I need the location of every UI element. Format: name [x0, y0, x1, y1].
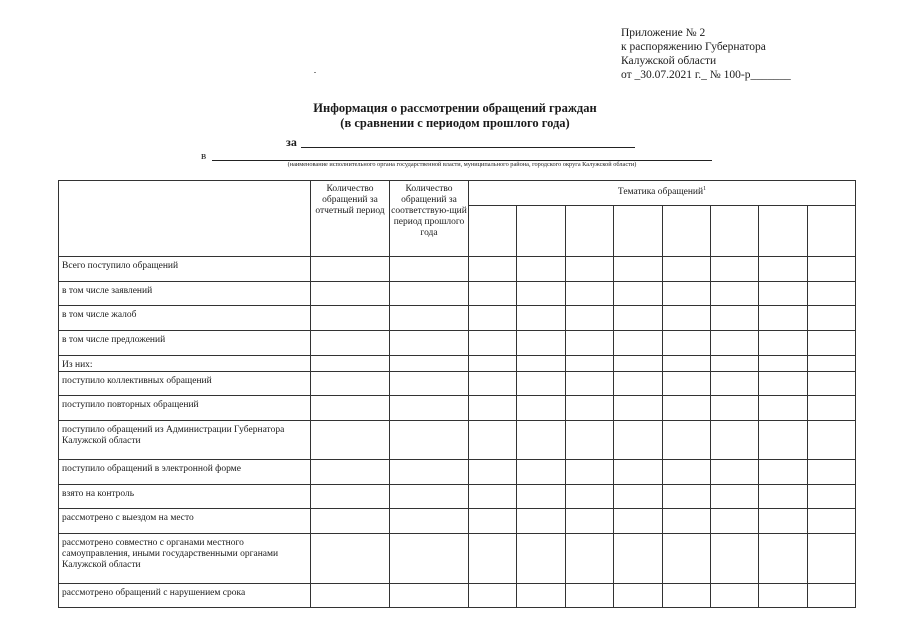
data-cell: [759, 306, 808, 331]
data-cell: [390, 356, 469, 372]
topic-cell: [711, 206, 759, 257]
data-cell: [390, 509, 469, 534]
data-cell: [711, 356, 759, 372]
data-cell: [311, 460, 390, 485]
table-row: [59, 485, 856, 509]
row-label: поступило обращений из Администрации Губернатора Калужской области: [59, 421, 311, 460]
row-label: поступило повторных обращений: [59, 396, 311, 421]
data-cell: [759, 282, 808, 306]
document-title: Информация о рассмотрении обращений граждан: [313, 101, 597, 115]
period-blank-line: [301, 147, 635, 148]
data-cell: [517, 534, 566, 584]
data-cell: [390, 534, 469, 584]
data-cell: [469, 396, 517, 421]
data-cell: [390, 396, 469, 421]
table-row: [59, 356, 856, 372]
data-cell: [469, 509, 517, 534]
data-cell: [614, 534, 663, 584]
data-cell: [390, 421, 469, 460]
data-cell: [566, 356, 614, 372]
data-cell: [711, 372, 759, 396]
data-cell: [663, 282, 711, 306]
data-cell: [614, 421, 663, 460]
data-cell: [517, 331, 566, 356]
data-cell: [311, 331, 390, 356]
table-row: [59, 396, 856, 421]
table-row: [59, 584, 856, 608]
table-row: [59, 372, 856, 396]
data-cell: [614, 485, 663, 509]
row-label: Всего поступило обращений: [59, 257, 311, 282]
appendix-region: Калужской области: [621, 55, 717, 67]
data-cell: [390, 460, 469, 485]
topic-cell: [469, 206, 517, 257]
data-cell: [759, 421, 808, 460]
data-cell: [808, 372, 856, 396]
table-row: [59, 306, 856, 331]
data-cell: [469, 421, 517, 460]
data-cell: [614, 282, 663, 306]
data-cell: [566, 372, 614, 396]
data-cell: [808, 356, 856, 372]
header-count-current: Количество обращений за отчетный период: [311, 181, 390, 257]
data-cell: [390, 282, 469, 306]
data-cell: [517, 257, 566, 282]
data-cell: [469, 460, 517, 485]
header-empty-cell: [59, 181, 311, 257]
data-cell: [311, 282, 390, 306]
data-cell: [311, 356, 390, 372]
topic-cell: [517, 206, 566, 257]
data-cell: [663, 356, 711, 372]
data-cell: [517, 485, 566, 509]
row-label: поступило коллективных обращений: [59, 372, 311, 396]
data-cell: [759, 396, 808, 421]
data-cell: [566, 396, 614, 421]
data-cell: [711, 306, 759, 331]
data-cell: [469, 306, 517, 331]
data-cell: [469, 584, 517, 608]
data-cell: [759, 257, 808, 282]
data-cell: [808, 331, 856, 356]
report-table: [58, 180, 856, 608]
data-cell: [711, 485, 759, 509]
data-cell: [663, 396, 711, 421]
data-cell: [663, 534, 711, 584]
data-cell: [566, 534, 614, 584]
data-cell: [711, 282, 759, 306]
table-body: [59, 257, 856, 608]
data-cell: [808, 485, 856, 509]
table-row: [59, 534, 856, 584]
topic-cell: [808, 206, 856, 257]
topic-cell: [759, 206, 808, 257]
data-cell: [517, 356, 566, 372]
data-cell: [663, 421, 711, 460]
data-cell: [808, 421, 856, 460]
data-cell: [566, 306, 614, 331]
data-cell: [711, 257, 759, 282]
data-cell: [614, 356, 663, 372]
data-cell: [566, 584, 614, 608]
table-row: [59, 331, 856, 356]
appendix-order-ref: к распоряжению Губернатора: [621, 41, 766, 53]
data-cell: [517, 460, 566, 485]
data-cell: [614, 331, 663, 356]
data-cell: [663, 257, 711, 282]
data-cell: [711, 460, 759, 485]
data-cell: [390, 584, 469, 608]
data-cell: [614, 509, 663, 534]
data-cell: [311, 584, 390, 608]
data-cell: [517, 282, 566, 306]
data-cell: [517, 584, 566, 608]
row-label: Из них:: [59, 356, 311, 372]
header-count-previous: Количество обращений за соответствую-щий период прошлого года: [390, 181, 469, 257]
data-cell: [663, 509, 711, 534]
data-cell: [808, 282, 856, 306]
row-label: в том числе заявлений: [59, 282, 311, 306]
data-cell: [711, 534, 759, 584]
data-cell: [759, 485, 808, 509]
data-cell: [517, 372, 566, 396]
data-cell: [469, 485, 517, 509]
topic-cell: [566, 206, 614, 257]
data-cell: [311, 534, 390, 584]
data-cell: [311, 257, 390, 282]
appendix-date-number: от _30.07.2021 г._ № 100-р_______: [621, 69, 791, 81]
data-cell: [517, 306, 566, 331]
data-cell: [566, 331, 614, 356]
data-cell: [663, 331, 711, 356]
data-cell: [663, 584, 711, 608]
data-cell: [711, 421, 759, 460]
data-cell: [759, 584, 808, 608]
row-label: рассмотрено совместно с органами местного самоуправления, иными государственными органами Калужской области: [59, 534, 311, 584]
data-cell: [517, 421, 566, 460]
data-cell: [808, 509, 856, 534]
topic-cell: [614, 206, 663, 257]
data-cell: [663, 306, 711, 331]
data-cell: [390, 485, 469, 509]
organization-label: в: [201, 150, 207, 162]
data-cell: [663, 372, 711, 396]
data-cell: [711, 396, 759, 421]
data-cell: [469, 534, 517, 584]
data-cell: [311, 509, 390, 534]
table-row: [59, 257, 856, 282]
data-cell: [311, 421, 390, 460]
organization-caption: (наименование исполнительного органа государственной власти, муниципального района, городского округа Калужской области): [287, 161, 637, 168]
period-label: за: [286, 135, 297, 149]
data-cell: [808, 460, 856, 485]
data-cell: [808, 534, 856, 584]
data-cell: [517, 509, 566, 534]
table-row: [59, 421, 856, 460]
data-cell: [390, 306, 469, 331]
data-cell: [808, 257, 856, 282]
data-cell: [759, 534, 808, 584]
data-cell: [311, 306, 390, 331]
header-topics-footnote: 1: [703, 186, 707, 192]
data-cell: [614, 584, 663, 608]
row-label: взято на контроль: [59, 485, 311, 509]
data-cell: [390, 331, 469, 356]
row-label: в том числе жалоб: [59, 306, 311, 331]
data-cell: [663, 485, 711, 509]
data-cell: [808, 396, 856, 421]
appendix-number: Приложение № 2: [621, 27, 706, 39]
table-row: [59, 282, 856, 306]
header-topics-label: Тематика обращений: [617, 187, 704, 198]
data-cell: [614, 372, 663, 396]
data-cell: [759, 372, 808, 396]
data-cell: [614, 257, 663, 282]
data-cell: [390, 372, 469, 396]
header-topics: [469, 181, 856, 206]
data-cell: [566, 257, 614, 282]
data-cell: [614, 460, 663, 485]
data-cell: [517, 396, 566, 421]
data-cell: [808, 584, 856, 608]
data-cell: [311, 372, 390, 396]
data-cell: [469, 257, 517, 282]
row-label: рассмотрено обращений с нарушением срока: [59, 584, 311, 608]
row-label: рассмотрено с выездом на место: [59, 509, 311, 534]
data-cell: [663, 460, 711, 485]
data-cell: [808, 306, 856, 331]
data-cell: [469, 282, 517, 306]
data-cell: [566, 282, 614, 306]
data-cell: [311, 396, 390, 421]
data-cell: [759, 356, 808, 372]
data-cell: [711, 509, 759, 534]
row-label: поступило обращений в электронной форме: [59, 460, 311, 485]
data-cell: [311, 485, 390, 509]
data-cell: [759, 460, 808, 485]
data-cell: [469, 356, 517, 372]
topic-cell: [663, 206, 711, 257]
data-cell: [566, 460, 614, 485]
data-cell: [566, 485, 614, 509]
data-cell: [759, 331, 808, 356]
document-subtitle: (в сравнении с периодом прошлого года): [340, 116, 570, 130]
data-cell: [566, 509, 614, 534]
appendix-block: [621, 26, 791, 82]
data-cell: [566, 421, 614, 460]
table-row: [59, 460, 856, 485]
scan-speck: [314, 72, 316, 73]
row-label: в том числе предложений: [59, 331, 311, 356]
data-cell: [469, 372, 517, 396]
data-cell: [614, 396, 663, 421]
table-row: [59, 509, 856, 534]
data-cell: [469, 331, 517, 356]
data-cell: [614, 306, 663, 331]
data-cell: [711, 584, 759, 608]
data-cell: [711, 331, 759, 356]
data-cell: [390, 257, 469, 282]
data-cell: [759, 509, 808, 534]
